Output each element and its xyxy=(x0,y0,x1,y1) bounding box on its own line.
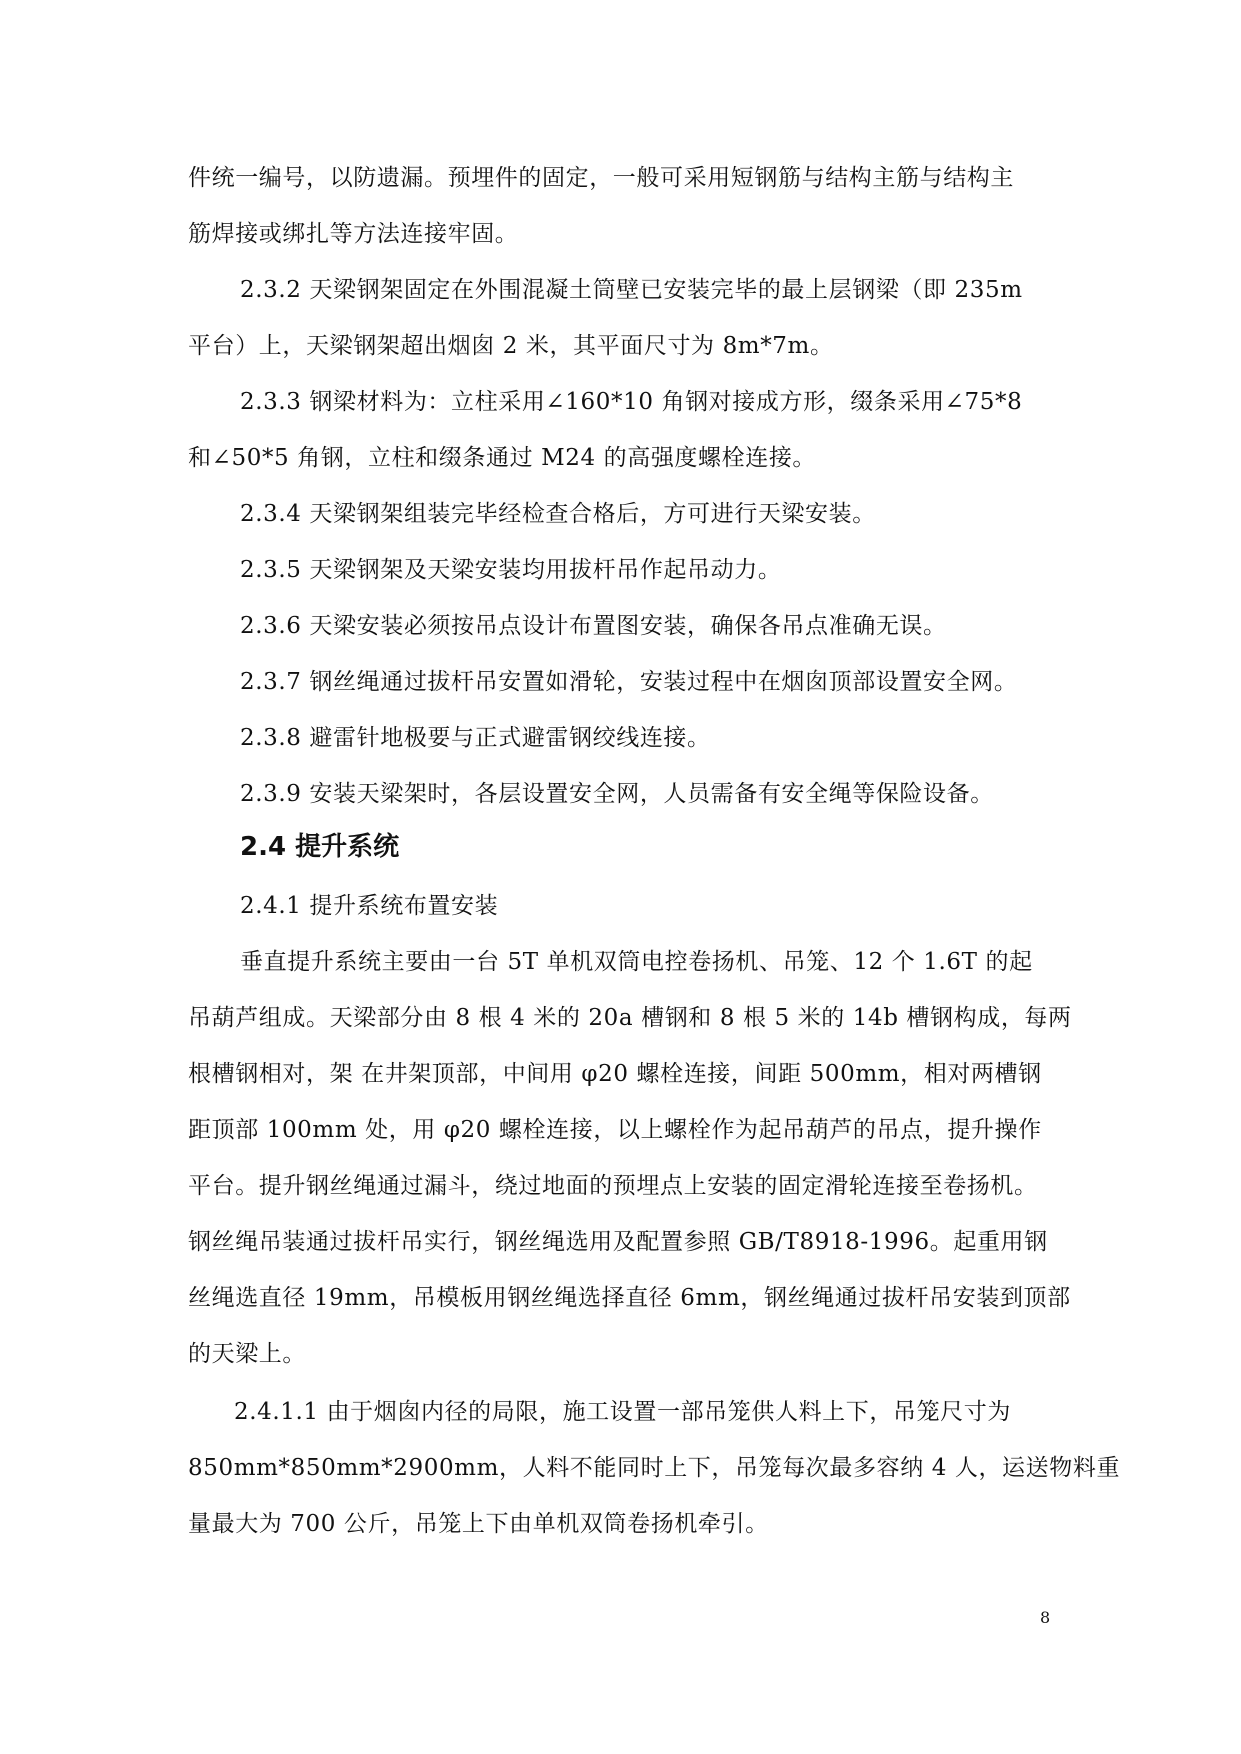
paragraph-line: 平台。提升钢丝绳通过漏斗，绕过地面的预埋点上安装的固定滑轮连接至卷扬机。 xyxy=(188,1173,1038,1199)
clause-2-3-5: 2.3.5 天梁钢架及天梁安装均用拔杆吊作起吊动力。 xyxy=(240,557,782,583)
paragraph-line: 垂直提升系统主要由一台 5T 单机双筒电控卷扬机、吊笼、12 个 1.6T 的起 xyxy=(240,949,1033,975)
paragraph-line: 850mm*850mm*2900mm，人料不能同时上下，吊笼每次最多容纳 4 人，运送物料重 xyxy=(188,1455,1121,1481)
paragraph-line: 根槽钢相对，架 在井架顶部，中间用 φ20 螺栓连接，间距 500mm，相对两槽钢 xyxy=(188,1061,1042,1087)
paragraph-line: 平台）上，天梁钢架超出烟囱 2 米，其平面尺寸为 8m*7m。 xyxy=(188,333,834,359)
paragraph-line: 筋焊接或绑扎等方法连接牢固。 xyxy=(188,221,519,247)
subsection-heading-2-4-1: 2.4.1 提升系统布置安装 xyxy=(240,893,499,919)
paragraph-line: 钢丝绳吊装通过拔杆吊实行，钢丝绳选用及配置参照 GB/T8918-1996。起重用钢 xyxy=(188,1229,1048,1255)
clause-2-3-6: 2.3.6 天梁安装必须按吊点设计布置图安装，确保各吊点准确无误。 xyxy=(240,613,947,639)
clause-2-3-8: 2.3.8 避雷针地极要与正式避雷钢绞线连接。 xyxy=(240,725,711,751)
paragraph-line: 距顶部 100mm 处，用 φ20 螺栓连接，以上螺栓作为起吊葫芦的吊点，提升操作 xyxy=(188,1117,1042,1143)
paragraph-line: 和∠50*5 角钢，立柱和缀条通过 M24 的高强度螺栓连接。 xyxy=(188,445,817,471)
clause-2-3-4: 2.3.4 天梁钢架组装完毕经检查合格后，方可进行天梁安装。 xyxy=(240,501,876,527)
section-heading-2-4: 2.4 提升系统 xyxy=(240,832,400,862)
clause-2-4-1-1-line: 2.4.1.1 由于烟囱内径的局限，施工设置一部吊笼供人料上下，吊笼尺寸为 xyxy=(234,1399,1011,1425)
clause-2-3-9: 2.3.9 安装天梁架时，各层设置安全网，人员需备有安全绳等保险设备。 xyxy=(240,781,994,807)
paragraph-line: 丝绳选直径 19mm，吊模板用钢丝绳选择直径 6mm，钢丝绳通过拔杆吊安装到顶部 xyxy=(188,1285,1071,1311)
page-number: 8 xyxy=(1040,1608,1051,1627)
paragraph-line: 吊葫芦组成。天梁部分由 8 根 4 米的 20a 槽钢和 8 根 5 米的 14b 槽钢构成，每两 xyxy=(188,1005,1072,1031)
clause-2-3-7: 2.3.7 钢丝绳通过拔杆吊安置如滑轮，安装过程中在烟囱顶部设置安全网。 xyxy=(240,669,1018,695)
clause-2-3-2-line: 2.3.2 天梁钢架固定在外围混凝土筒壁已安装完毕的最上层钢梁（即 235m xyxy=(240,277,1023,303)
paragraph-line: 件统一编号，以防遗漏。预埋件的固定，一般可采用短钢筋与结构主筋与结构主 xyxy=(188,165,1014,191)
paragraph-line: 的天梁上。 xyxy=(188,1341,306,1367)
clause-2-3-3-line: 2.3.3 钢梁材料为：立柱采用∠160*10 角钢对接成方形，缀条采用∠75*8 xyxy=(240,389,1023,415)
paragraph-line: 量最大为 700 公斤，吊笼上下由单机双筒卷扬机牵引。 xyxy=(188,1511,769,1537)
